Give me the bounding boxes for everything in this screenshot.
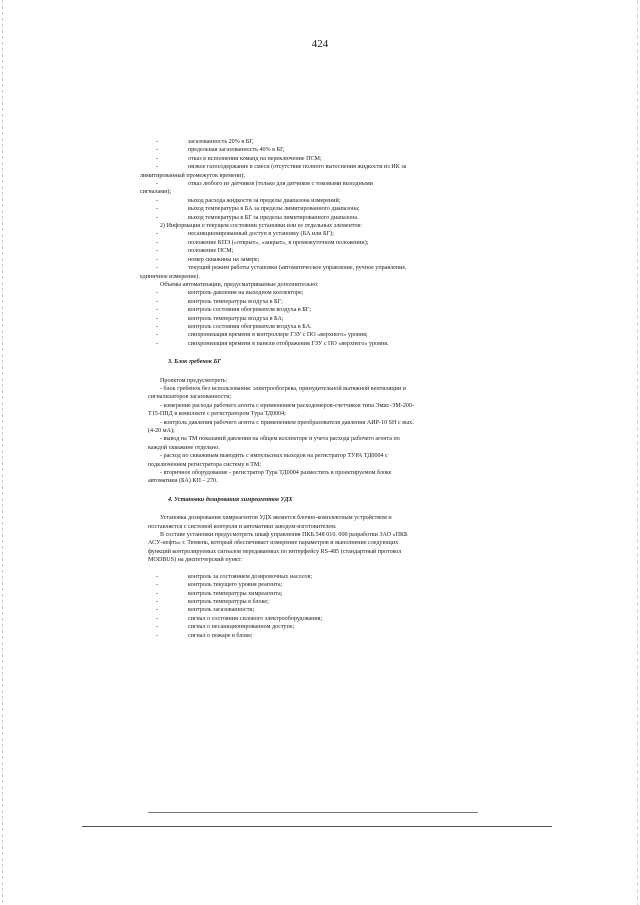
list-item: - загазованность 20% в БГ, xyxy=(156,139,254,145)
list-item: - номер скважины на замере; xyxy=(156,256,260,263)
list-item-continuation: единичное измерение). xyxy=(140,273,200,280)
list-item: - контроль состояния обогревателя воздуха в БА. xyxy=(156,323,312,330)
scan-edge-right xyxy=(637,0,638,905)
list-item: - контроль температуры в блоке; xyxy=(156,598,269,605)
footer-rule-upper xyxy=(148,812,478,813)
list-item: - низкое газосодержание в смеси (отсутствие полного вытеснения жидкости из ИК за xyxy=(156,164,407,171)
list-item: - текущий режим работы установки (автоматическое управление, ручное управление, xyxy=(156,265,407,272)
list-item: - контроль загазованности; xyxy=(156,607,255,614)
automation-list xyxy=(148,289,488,348)
list-item-continuation: лимитированный промежуток времени); xyxy=(140,172,245,179)
list-item: - отказ в исполнении команд на переключение ПСМ; xyxy=(156,155,322,162)
list-item: - выход температуры в БА за пределы лимитированного диапазона; xyxy=(156,206,360,213)
list-item: - предельная загазованность 40% в БГ, xyxy=(156,147,285,154)
info-heading: 2) Информация о текущем состоянии установки или ее отдельных элементов: xyxy=(160,223,362,230)
list-item: - контроль текущего уровня реагента; xyxy=(156,582,283,589)
automation-heading: Объемы автоматизации, предусматриваемые дополнительно: xyxy=(160,281,319,288)
document-body xyxy=(140,138,488,640)
list-item: - синхронизация времени в контроллере ГЗУ с ПО «верхнего» уровня; xyxy=(156,332,368,339)
list-item: - положение КПЭ («открыт», «закрыт», в промежуточном положении); xyxy=(156,239,369,246)
alarm-list xyxy=(140,138,488,222)
section-heading-comb-block: 3. Блок гребенок БГ xyxy=(168,359,222,366)
scan-edge-left xyxy=(2,0,3,905)
section3-paragraph: - блок гребенок без использования: электрообогрева, принудительной вытяжной вентиляции и сигнализаторов загазованности; - измерение расхода рабочего агента с применением расходомеров-счетчиков типа Эмис-ЭМ-200- Т15-ППД в комплекте с регистратором Тура ТД0004; - контроль давления рабочего агента с применением преобразователя давления АИР-10 SH с вых. (4-20 мА); - вывод на ТМ показаний давления на общем коллекторе и учета расхода рабочего агента по каждой скважине отдельно. - расход по скважинам выводить с импульсных выходов на регистратор ТУРА ТД0004 с подключением регистратора систему в ТМ; - вторичное оборудование - регистратор Тура ТД0004 разместить в проектируемом блоке автоматики (БА) КП – 270. xyxy=(148,385,415,485)
list-item: - сигнал о состоянии силового электрооборудования; xyxy=(156,615,323,622)
list-item: - синхронизация времени в панели отображения ГЗУ с ПО «верхнего» уровня. xyxy=(156,340,389,347)
status-list xyxy=(140,230,488,280)
list-item: - контроль температуры химреагента; xyxy=(156,590,283,597)
list-item: - выход расхода жидкости за пределы диапазона измерений; xyxy=(156,197,341,204)
list-item: - контроль давления на выходном коллекторе; xyxy=(156,290,304,297)
section3-intro: Проектом предусмотреть: xyxy=(160,377,228,384)
list-item: - отказ любого из датчиков (только для датчиков с токовыми выходными xyxy=(156,181,373,188)
list-item: - положение ПСМ; xyxy=(156,248,234,255)
list-item: - контроль температуры воздуха в БА; xyxy=(156,315,284,322)
list-item-continuation: сигналами); xyxy=(140,189,172,196)
footer-rule-lower xyxy=(82,826,552,827)
list-item: - контроль за состоянием дозировочных насосов; xyxy=(156,573,313,580)
list-item: - несанкционированный доступ в установку (БА или БГ); xyxy=(156,231,334,238)
list-item: - контроль состояния обогревателя воздуха в БГ; xyxy=(156,307,311,314)
page-number: 424 xyxy=(311,38,329,50)
section4-paragraph: Установка дозирования химреагентов УДХ является блочно-комплектным устройством и поставляется с системой контроля и автоматики заводом-изготовителем. В составе установки предусмотреть шкаф управления ПКБ.548 010. 000 разработки ЗАО «ПКБ АСУ-нефть» г. Тюмень, который обеспечивает измерение параметров и выполнение следующих функций контролируемых сигналов передаваемых по интерфейсу RS-485 (стандартный протокол MODBUS) на диспетчерский пункт: xyxy=(148,515,408,564)
list-item: - контроль температуры воздуха в БГ; xyxy=(156,298,283,305)
dosing-control-list xyxy=(148,573,488,640)
list-item: - выход температуры в БГ за пределы лимитированного диапазона. xyxy=(156,214,359,221)
list-item: - сигнал о несанкционированном доступе; xyxy=(156,624,295,631)
list-item: - сигнал о пожаре в блоке; xyxy=(156,632,253,639)
section-heading-dosing-unit: 4. Установки дозирования химреагентов УДХ xyxy=(168,496,293,503)
